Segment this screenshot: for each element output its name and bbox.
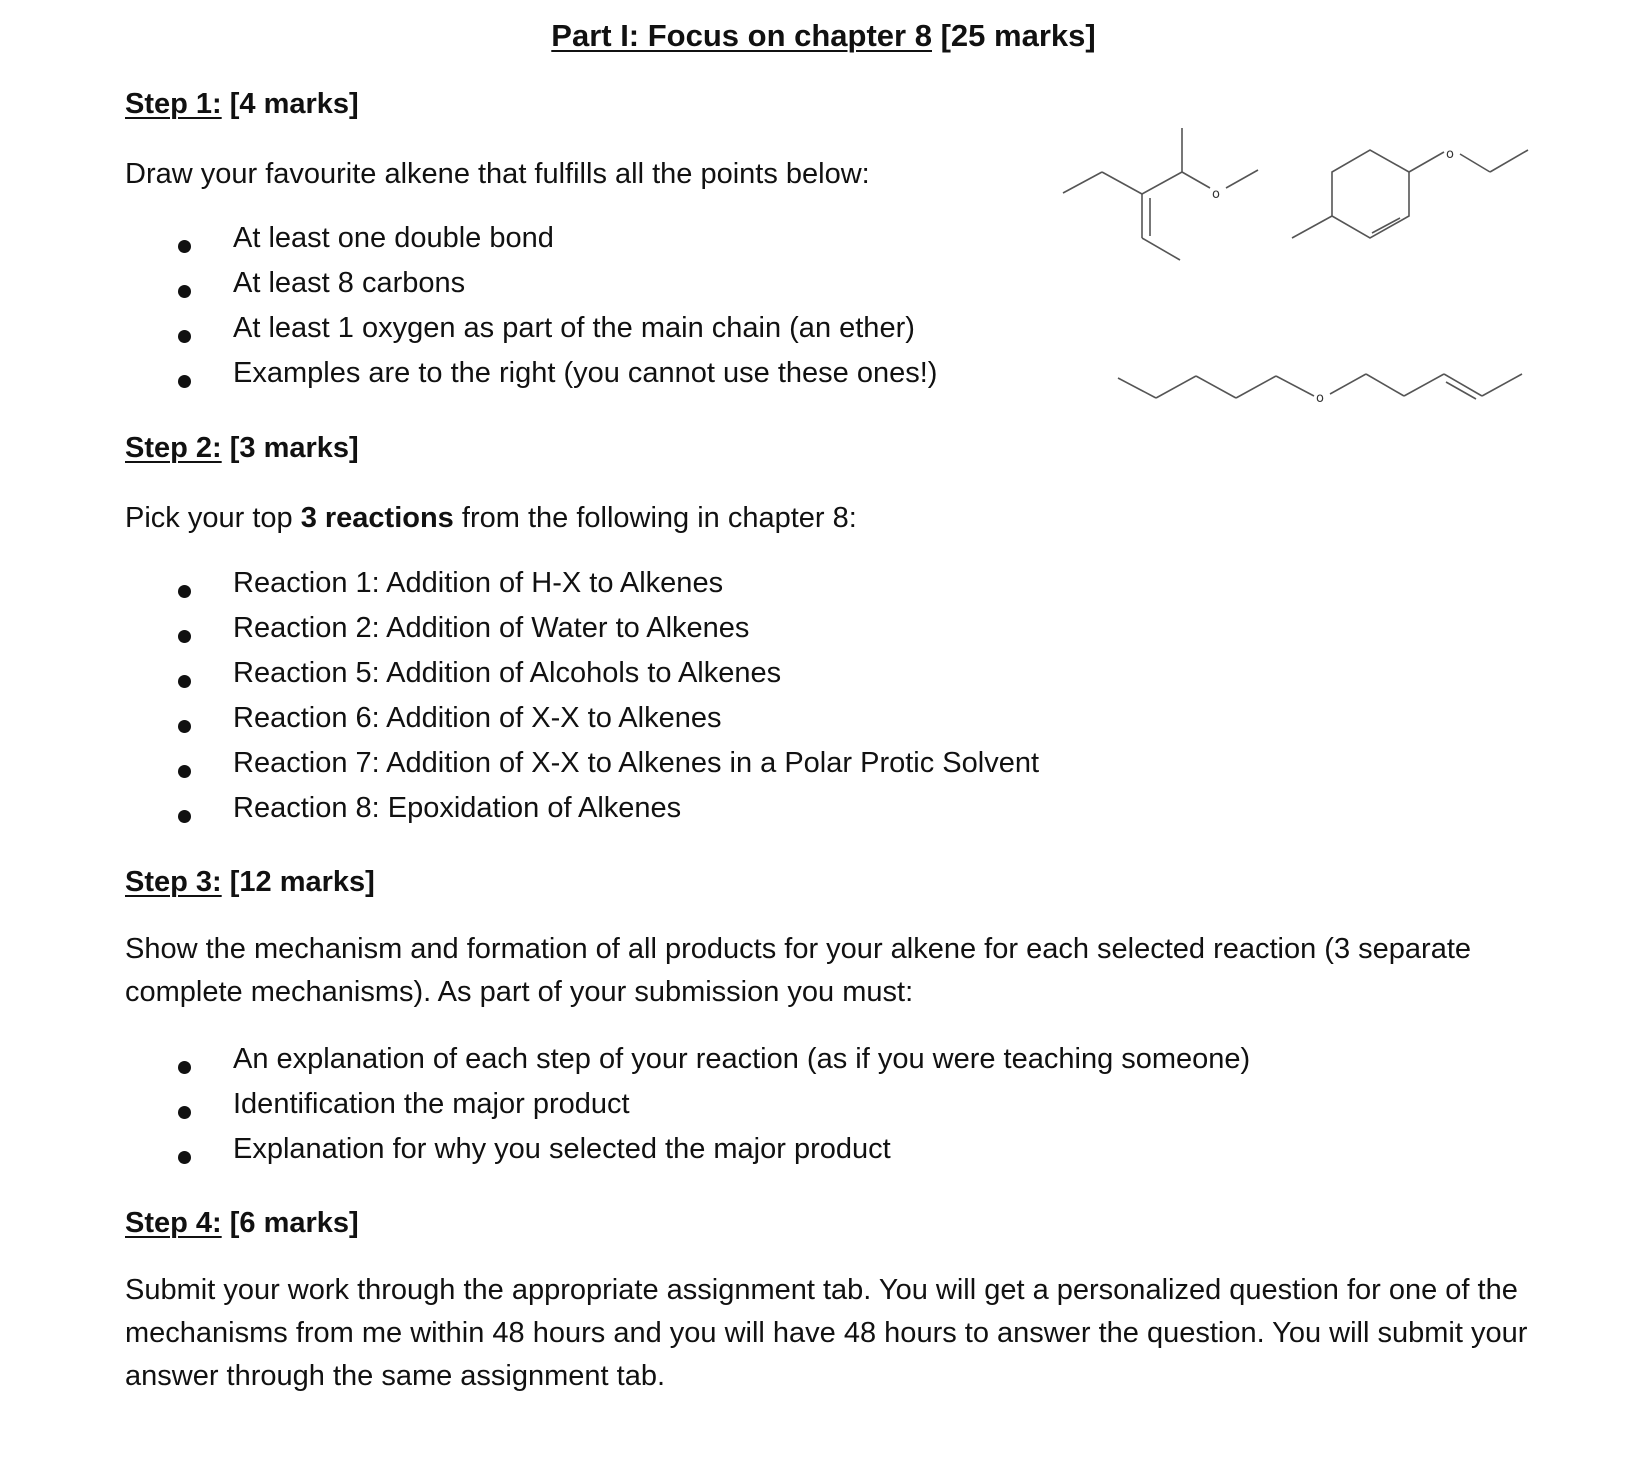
list-item: Examples are to the right (you cannot use these ones!) bbox=[175, 357, 937, 402]
step1-label: Step 1: bbox=[125, 88, 222, 120]
list-item: Reaction 2: Addition of Water to Alkenes bbox=[175, 612, 1039, 657]
list-item: Identification the major product bbox=[175, 1088, 1250, 1133]
bullet-icon bbox=[178, 330, 191, 343]
bullet-icon bbox=[178, 375, 191, 388]
step2-heading bbox=[125, 432, 359, 465]
step4-label: Step 4: bbox=[125, 1207, 222, 1239]
page-title-marks: [25 marks] bbox=[931, 18, 1096, 53]
oxygen-label: o bbox=[1212, 187, 1220, 202]
bullet-icon bbox=[178, 630, 191, 643]
step3-label: Step 3: bbox=[125, 866, 222, 898]
step4-text: Submit your work through the appropriate assignment tab. You will get a personalized question for one of the mechanisms from me within 48 hours and you will have 48 hours to answer the question. You will submit your answer through the same assignment tab. bbox=[125, 1274, 1528, 1392]
bullet-icon bbox=[178, 675, 191, 688]
list-item: Reaction 8: Epoxidation of Alkenes bbox=[175, 792, 1039, 837]
step4-heading bbox=[125, 1207, 359, 1240]
step2-label: Step 2: bbox=[125, 432, 222, 464]
list-item: Reaction 5: Addition of Alcohols to Alkenes bbox=[175, 657, 1039, 702]
bullet-icon bbox=[178, 1061, 191, 1074]
oxygen-label: o bbox=[1446, 147, 1454, 162]
list-item: Explanation for why you selected the major product bbox=[175, 1133, 1250, 1178]
step2-bullet-list bbox=[175, 567, 1039, 837]
list-item: At least one double bond bbox=[175, 222, 937, 267]
step1-intro: Draw your favourite alkene that fulfills all the points below: bbox=[125, 158, 870, 190]
molecule-linear-ether bbox=[1118, 374, 1522, 406]
step3-heading bbox=[125, 866, 375, 899]
list-item: At least 1 oxygen as part of the main chain (an ether) bbox=[175, 312, 937, 357]
page-title-main: Part I: Focus on chapter 8 bbox=[551, 18, 932, 53]
step3-marks: [12 marks] bbox=[221, 866, 375, 898]
list-item: An explanation of each step of your reaction (as if you were teaching someone) bbox=[175, 1043, 1250, 1088]
step2-marks: [3 marks] bbox=[221, 432, 359, 464]
oxygen-label: o bbox=[1316, 391, 1324, 406]
list-item: At least 8 carbons bbox=[175, 267, 937, 312]
bullet-icon bbox=[178, 1106, 191, 1119]
step4-marks: [6 marks] bbox=[221, 1207, 359, 1239]
step1-bullet-list bbox=[175, 222, 937, 402]
step3-intro: Show the mechanism and formation of all products for your alkene for each selected reaction (3 separate complete mechanisms). As part of your submission you must: bbox=[125, 933, 1472, 1008]
bullet-icon bbox=[178, 810, 191, 823]
page-title bbox=[0, 18, 1647, 54]
bullet-icon bbox=[178, 585, 191, 598]
step2-intro-bold: 3 reactions bbox=[300, 502, 454, 534]
list-item: Reaction 1: Addition of H-X to Alkenes bbox=[175, 567, 1039, 612]
step1-marks: [4 marks] bbox=[221, 88, 359, 120]
step1-heading bbox=[125, 88, 359, 121]
bullet-icon bbox=[178, 765, 191, 778]
list-item: Reaction 6: Addition of X-X to Alkenes bbox=[175, 702, 1039, 747]
bullet-icon bbox=[178, 1151, 191, 1164]
bullet-icon bbox=[178, 240, 191, 253]
bullet-icon bbox=[178, 720, 191, 733]
step3-bullet-list bbox=[175, 1043, 1250, 1178]
bullet-icon bbox=[178, 285, 191, 298]
list-item: Reaction 7: Addition of X-X to Alkenes in a Polar Protic Solvent bbox=[175, 747, 1039, 792]
step2-intro: Pick your top 3 reactions from the following in chapter 8: bbox=[125, 502, 857, 534]
